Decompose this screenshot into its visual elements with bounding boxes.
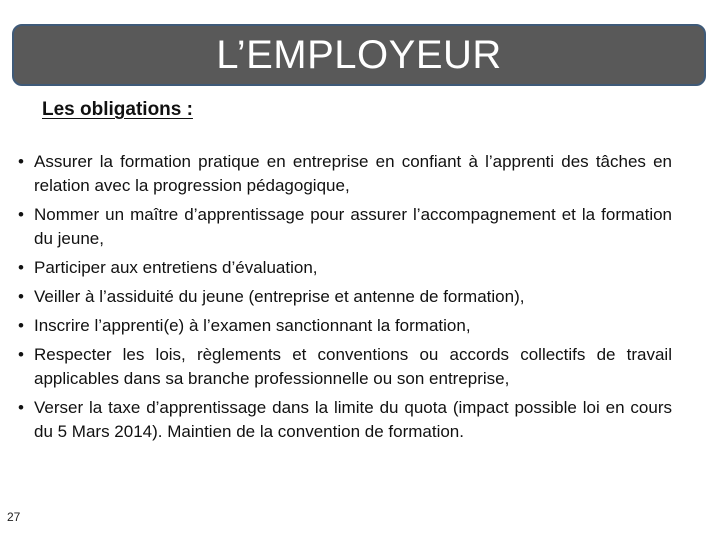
list-item-text: Nommer un maître d’apprentissage pour assurer l’accompagnement et la formation du jeune, bbox=[34, 205, 672, 248]
bullet-icon: • bbox=[18, 152, 24, 171]
list-item-text: Veiller à l’assiduité du jeune (entreprise et antenne de formation), bbox=[34, 287, 525, 306]
title-banner bbox=[12, 24, 706, 86]
section-subtitle: Les obligations : bbox=[42, 99, 193, 120]
list-item bbox=[18, 285, 672, 309]
list-item bbox=[18, 343, 672, 391]
list-item-text: Participer aux entretiens d’évaluation, bbox=[34, 258, 318, 277]
slide-title: L’EMPLOYEUR bbox=[216, 32, 502, 77]
page-number: 27 bbox=[7, 510, 21, 524]
list-item bbox=[18, 396, 672, 444]
list-item-text: Respecter les lois, règlements et conventions ou accords collectifs de travail applicables dans sa branche professionnelle ou son entreprise, bbox=[34, 345, 672, 388]
bullet-icon: • bbox=[18, 258, 24, 277]
list-item bbox=[18, 150, 672, 198]
bullet-icon: • bbox=[18, 398, 24, 417]
list-item bbox=[18, 314, 672, 338]
bullet-icon: • bbox=[18, 287, 24, 306]
list-item-text: Verser la taxe d’apprentissage dans la limite du quota (impact possible loi en cours du 5 Mars 2014). Maintien de la convention de formation. bbox=[34, 398, 672, 441]
bullet-icon: • bbox=[18, 316, 24, 335]
obligations-list bbox=[18, 150, 672, 449]
list-item-text: Inscrire l’apprenti(e) à l’examen sanctionnant la formation, bbox=[34, 316, 471, 335]
bullet-icon: • bbox=[18, 345, 24, 364]
bullet-icon: • bbox=[18, 205, 24, 224]
list-item bbox=[18, 203, 672, 251]
list-item-text: Assurer la formation pratique en entreprise en confiant à l’apprenti des tâches en relation avec la progression pédagogique, bbox=[34, 152, 672, 195]
list-item bbox=[18, 256, 672, 280]
